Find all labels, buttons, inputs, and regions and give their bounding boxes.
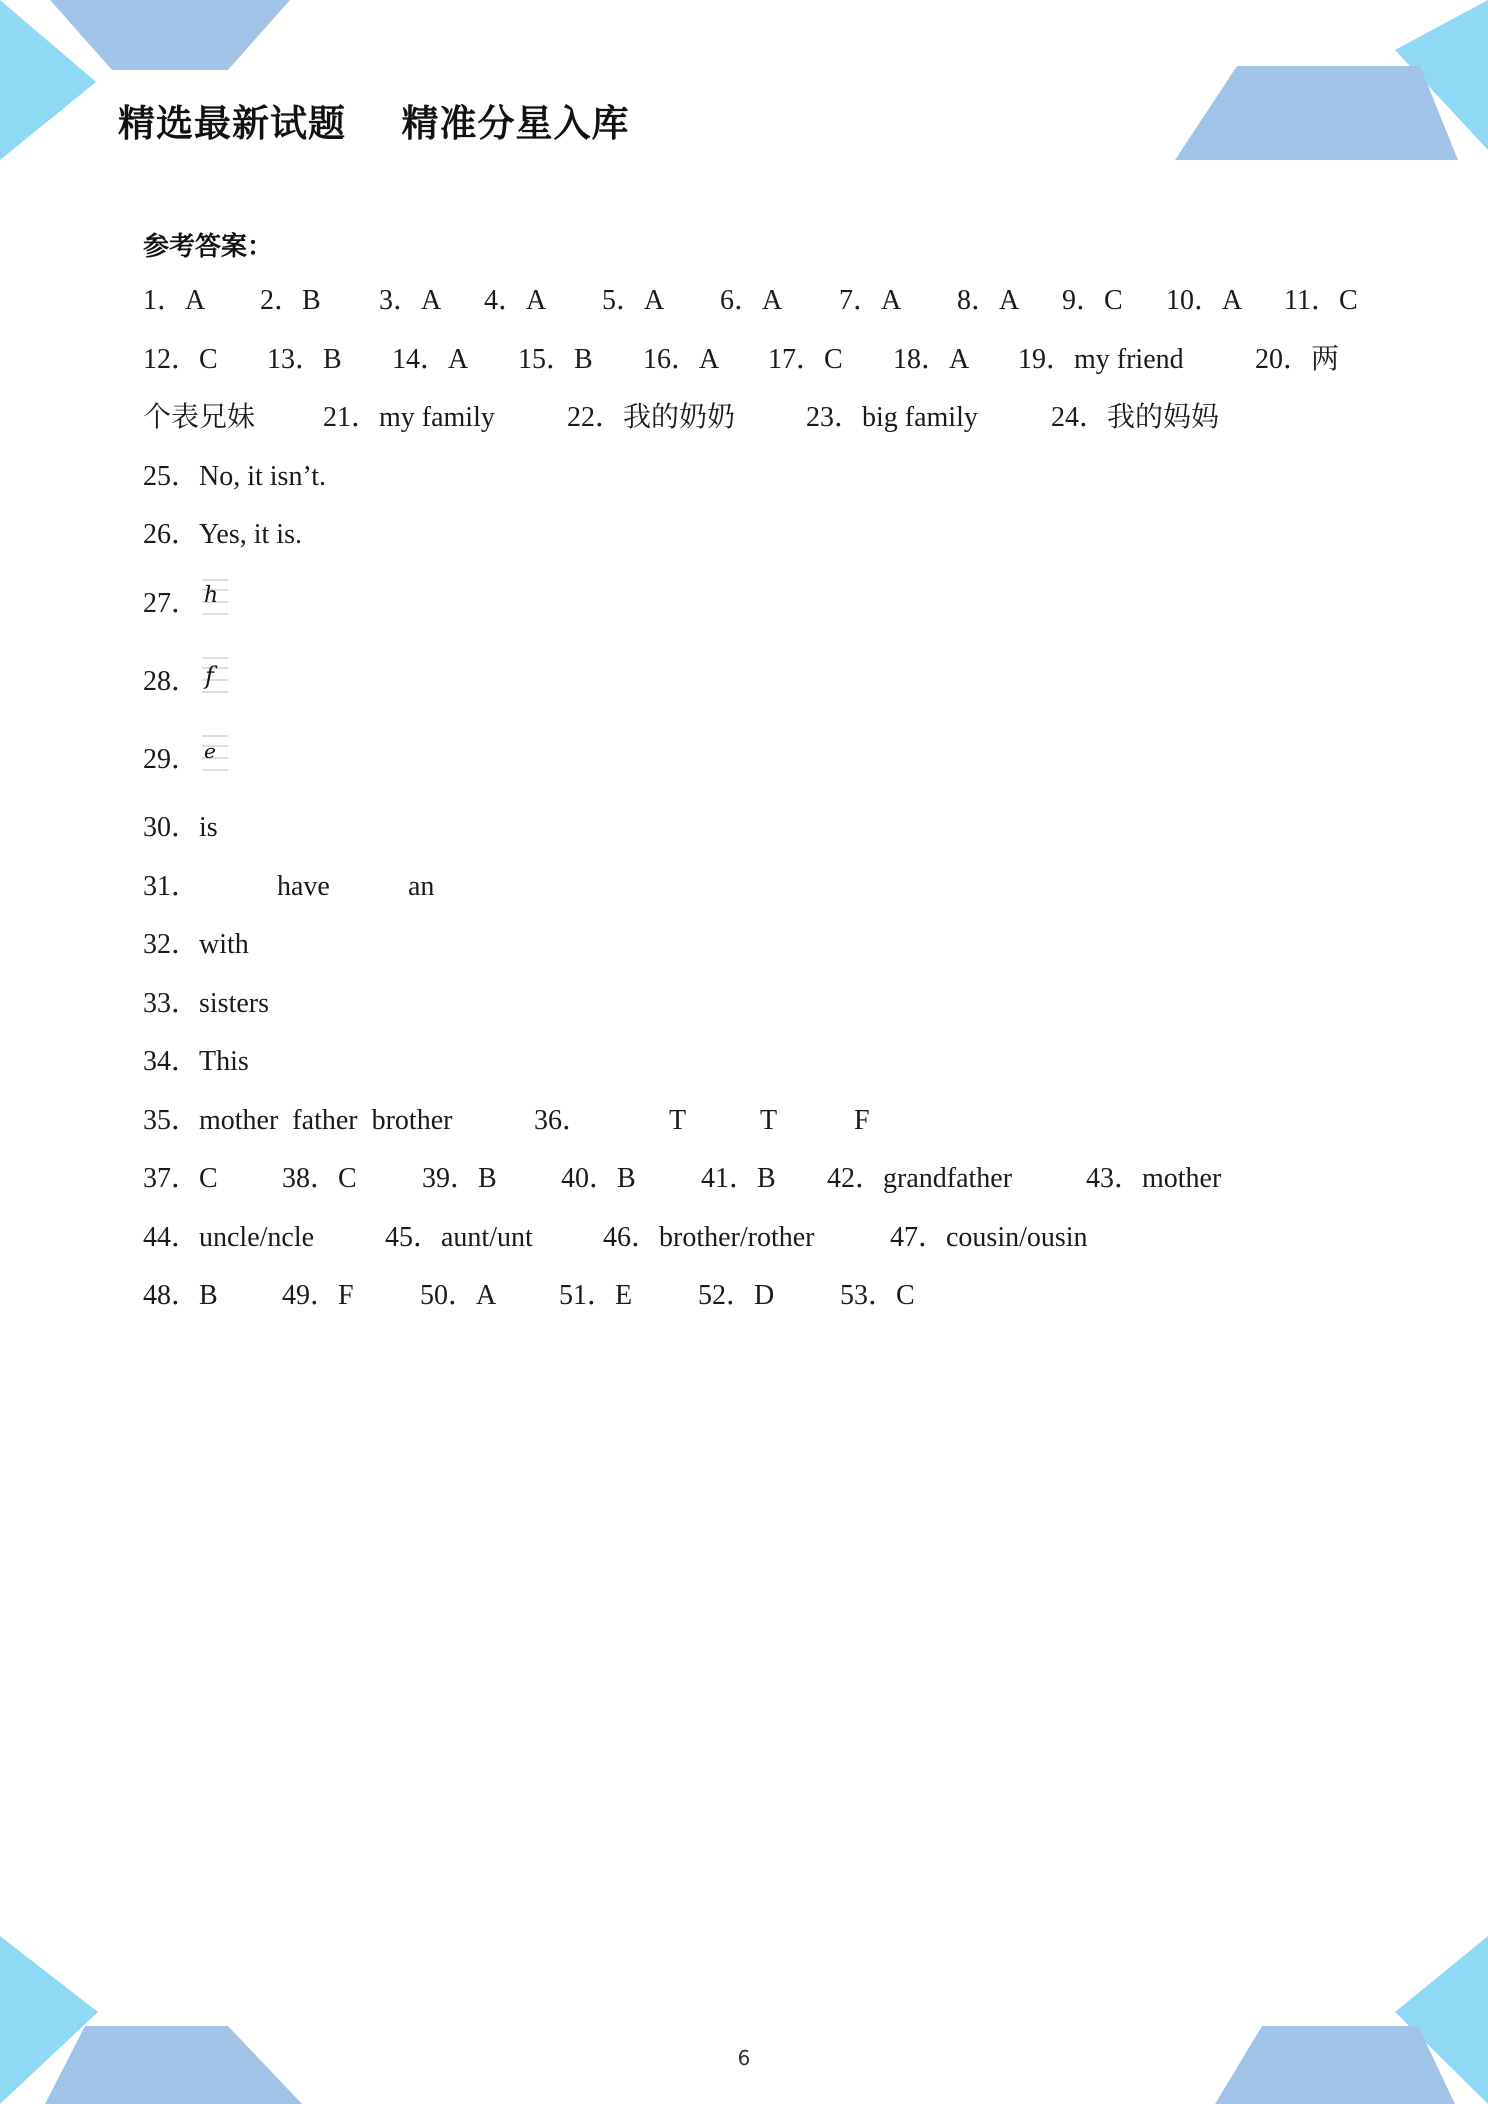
answer-14: 14．A	[392, 344, 469, 375]
handwritten-e-image	[202, 730, 228, 776]
handwritten-e: e	[204, 739, 216, 763]
answer-10: 10．A	[1166, 285, 1243, 316]
answer-32: 32．with	[143, 929, 249, 960]
answer-20-cont: 个表兄妹	[143, 402, 256, 433]
answer-16: 16．A	[643, 344, 720, 375]
answer-25: 25．No, it isn’t.	[143, 461, 327, 492]
answer-33: 33．sisters	[143, 988, 270, 1019]
answer-13: 13．B	[267, 344, 342, 375]
answer-23: 23．big family	[806, 402, 978, 433]
answer-34: 34．This	[143, 1046, 249, 1077]
answer-36-item-1: T	[669, 1105, 687, 1136]
answer-50: 50．A	[420, 1280, 497, 1311]
answer-24: 24．我的妈妈	[1051, 402, 1220, 433]
answer-44: 44．uncle/ncle	[143, 1222, 315, 1253]
answer-35: 35．mother father brother	[143, 1105, 453, 1136]
answer-9: 9．C	[1062, 285, 1123, 316]
answer-48: 48．B	[143, 1280, 218, 1311]
answer-38: 38．C	[282, 1163, 357, 1194]
answer-15: 15．B	[518, 344, 593, 375]
answer-46: 46．brother/rother	[603, 1222, 815, 1253]
answer-5: 5．A	[602, 285, 665, 316]
answer-7: 7．A	[839, 285, 902, 316]
answer-12: 12．C	[143, 344, 218, 375]
answer-40: 40．B	[561, 1163, 636, 1194]
answer-36-item-3: F	[854, 1105, 870, 1136]
answer-30: 30．is	[143, 812, 218, 843]
answer-53: 53．C	[840, 1280, 915, 1311]
handwritten-f-image	[202, 652, 228, 698]
answer-21: 21．my family	[323, 402, 495, 433]
answer-20: 20．两	[1255, 344, 1340, 375]
answer-39: 39．B	[422, 1163, 497, 1194]
answer-22: 22．我的奶奶	[567, 402, 736, 433]
answers-heading: 参考答案：	[143, 232, 274, 262]
handwritten-f: f	[205, 662, 214, 690]
answer-8: 8．A	[957, 285, 1020, 316]
answer-18: 18．A	[893, 344, 970, 375]
answer-11: 11．C	[1284, 285, 1358, 316]
answer-43: 43．mother	[1086, 1163, 1222, 1194]
answer-36: 36．	[534, 1105, 591, 1136]
answer-4: 4．A	[484, 285, 547, 316]
answer-36-item-2: T	[760, 1105, 778, 1136]
header-title: 精选最新试题 精准分星入库	[118, 102, 630, 145]
answer-29: 29．	[143, 744, 200, 775]
answer-51: 51．E	[559, 1280, 633, 1311]
answer-31-word-2: an	[408, 871, 435, 902]
answer-2: 2．B	[260, 285, 321, 316]
answer-26: 26．Yes, it is.	[143, 519, 302, 550]
answer-47: 47．cousin/ousin	[890, 1222, 1088, 1253]
answer-49: 49．F	[282, 1280, 354, 1311]
answer-28: 28．	[143, 666, 200, 697]
answer-52: 52．D	[698, 1280, 775, 1311]
handwritten-h-image	[202, 574, 228, 620]
top-left-trapezoid	[50, 0, 290, 70]
answer-41: 41．B	[701, 1163, 776, 1194]
answer-31-word-1: have	[277, 871, 330, 902]
answer-6: 6．A	[720, 285, 783, 316]
page-number: 6	[737, 2046, 751, 2070]
answer-3: 3．A	[379, 285, 442, 316]
answer-27: 27．	[143, 588, 200, 619]
handwritten-h: h	[204, 583, 219, 608]
answer-42: 42．grandfather	[827, 1163, 1013, 1194]
answer-37: 37．C	[143, 1163, 218, 1194]
answer-31: 31．	[143, 871, 200, 902]
answer-17: 17．C	[768, 344, 843, 375]
answer-45: 45．aunt/unt	[385, 1222, 533, 1253]
top-right-trapezoid	[1175, 66, 1458, 160]
answer-19: 19．my friend	[1018, 344, 1184, 375]
answer-1: 1．A	[143, 285, 206, 316]
